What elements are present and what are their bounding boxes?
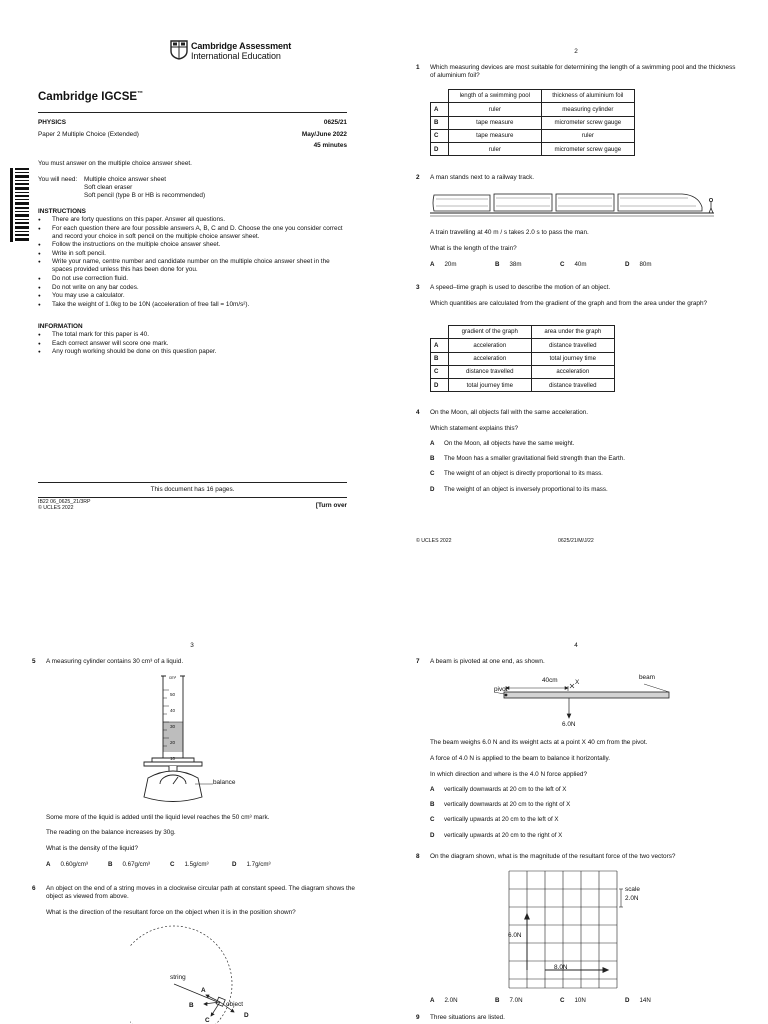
q1-options-table xyxy=(430,89,635,156)
option-key: C xyxy=(430,816,435,824)
question-number: 3 xyxy=(416,284,420,291)
option-value: 2.0N xyxy=(444,997,458,1004)
option-value: 0.60g/cm³ xyxy=(60,861,88,868)
question-number: 1 xyxy=(416,64,420,71)
cylinder-unit: cm³ xyxy=(169,675,176,680)
pages-note: This document has 16 pages. xyxy=(150,486,235,493)
option-key: A xyxy=(431,103,449,116)
need-item: Soft clean eraser xyxy=(84,184,133,191)
table-row xyxy=(431,365,615,378)
option-key: B xyxy=(495,997,500,1004)
question-number: 6 xyxy=(32,885,36,892)
question-text: An object on the end of a string moves in a clockwise circular path at constant speed. The diagram shows the object as viewed from above. xyxy=(46,885,355,900)
question-number: 9 xyxy=(416,1014,420,1021)
you-will-need-label: You will need: xyxy=(38,176,78,183)
scale-value: 2.0N xyxy=(625,895,639,902)
option-a xyxy=(430,786,570,801)
option-key: B xyxy=(431,116,449,129)
option-a xyxy=(430,997,495,1005)
table-header-row xyxy=(431,326,615,339)
option-key: A xyxy=(46,861,51,868)
instructions-heading: INSTRUCTIONS xyxy=(38,208,86,215)
question-text: What is the direction of the resultant force on the object when it is in the position shown? xyxy=(46,909,296,916)
table-cell: measuring cylinder xyxy=(541,103,634,116)
question-text: Three situations are listed. xyxy=(430,1014,505,1021)
option-key: A xyxy=(430,786,435,793)
question-number: 8 xyxy=(416,853,420,860)
logo-line-2: International Education xyxy=(191,51,281,61)
option-key: C xyxy=(560,261,565,268)
table-cell: micrometer screw gauge xyxy=(541,143,634,156)
option-value: 40m xyxy=(574,261,587,268)
barcode xyxy=(10,168,30,242)
table-cell: tape measure xyxy=(449,116,542,129)
option-value: The weight of an object is directly proportional to its mass. xyxy=(444,470,603,478)
information-list xyxy=(38,331,350,357)
page2-footer-copyright: © UCLES 2022 xyxy=(416,538,452,544)
q4-options xyxy=(430,440,625,501)
question-text: Which measuring devices are most suitable for determining the length of a swimming pool and the thickness of aluminium foil? xyxy=(430,64,736,79)
option-b xyxy=(108,861,170,869)
table-cell: distance travelled xyxy=(449,365,532,378)
option-key: A xyxy=(430,997,435,1004)
q5-options xyxy=(46,861,294,869)
option-key: C xyxy=(430,470,435,478)
option-key: D xyxy=(430,485,435,493)
option-value: 7.0N xyxy=(509,997,523,1004)
arrow-label-b: B xyxy=(189,1002,194,1009)
option-key: D xyxy=(625,261,630,268)
arrow-label-d: D xyxy=(244,1012,249,1019)
question-text: A man stands next to a railway track. xyxy=(430,174,535,181)
need-list xyxy=(84,176,205,200)
option-b xyxy=(495,261,560,269)
option-c xyxy=(560,997,625,1005)
question-text: Which statement explains this? xyxy=(430,425,519,432)
question-text: A train travelling at 40 m / s takes 2.0 s to pass the man. xyxy=(430,229,589,236)
option-value: vertically upwards at 20 cm to the right of X xyxy=(444,831,563,839)
table-cell: distance travelled xyxy=(531,339,614,352)
turn-over: [Turn over xyxy=(315,502,347,509)
option-key: B xyxy=(108,861,113,868)
footer-code: IB22 06_0625_21/3RP xyxy=(38,499,91,505)
cylinder-scale xyxy=(170,687,175,767)
option-b xyxy=(430,801,570,816)
option-d xyxy=(232,861,294,869)
option-key: C xyxy=(431,129,449,142)
exam-duration: 45 minutes xyxy=(313,142,347,149)
table-cell: total journey time xyxy=(531,352,614,365)
column-header: thickness of aluminium foil xyxy=(541,90,634,103)
option-key: A xyxy=(430,440,435,447)
option-value: The Moon has a smaller gravitational field strength than the Earth. xyxy=(444,455,625,463)
option-c xyxy=(170,861,232,869)
table-row xyxy=(431,103,635,116)
scale-bar xyxy=(619,889,623,907)
option-key: C xyxy=(170,861,175,868)
instruction-item: ● Do not write on any bar codes. xyxy=(38,284,350,292)
barcode-graphic xyxy=(10,168,30,242)
railway-track xyxy=(430,213,714,216)
question-page-3 xyxy=(0,512,384,1024)
table-cell: acceleration xyxy=(531,365,614,378)
page-number: 3 xyxy=(190,642,194,649)
information-item: ● The total mark for this paper is 40. xyxy=(38,331,350,339)
option-d xyxy=(430,832,570,847)
option-a xyxy=(430,440,625,455)
question-text: The reading on the balance increases by 30g. xyxy=(46,829,176,836)
option-value: 0.67g/cm³ xyxy=(122,861,150,868)
train-graphic xyxy=(433,194,702,211)
paper-title: Paper 2 Multiple Choice (Extended) xyxy=(38,131,139,138)
option-d xyxy=(430,486,625,501)
option-value: The weight of an object is inversely proportional to its mass. xyxy=(444,485,608,493)
table-row xyxy=(431,143,635,156)
x-label: X xyxy=(575,679,580,686)
option-key: A xyxy=(430,261,435,268)
column-header: area under the graph xyxy=(531,326,614,339)
option-b xyxy=(495,997,560,1005)
instruction-item: ● Do not use correction fluid. xyxy=(38,275,350,283)
q3-options-table xyxy=(430,325,615,392)
option-a xyxy=(46,861,108,869)
question-text: The beam weighs 6.0 N and its weight acts at a point X 40 cm from the pivot. xyxy=(430,739,648,746)
scale-label: scale xyxy=(625,886,640,893)
option-a xyxy=(430,261,495,269)
question-number: 5 xyxy=(32,658,36,665)
option-key: D xyxy=(430,831,435,839)
question-page-2 xyxy=(384,0,768,512)
arrow-label-c: C xyxy=(205,1017,210,1024)
option-d xyxy=(625,997,690,1005)
q2-options xyxy=(430,261,690,269)
instructions-list xyxy=(38,216,350,309)
cylinder-tick-label: 50 xyxy=(170,692,176,697)
information-heading: INFORMATION xyxy=(38,323,83,330)
option-key: D xyxy=(431,143,449,156)
instruction-item: ● For each question there are four possible answers A, B, C and D. Choose the one you consider correct and record your choice in soft pencil on the multiple choice answer sheet. xyxy=(38,225,350,241)
cylinder-tick-label: 30 xyxy=(170,724,176,729)
question-text-part: Some more of the liquid is added until the liquid level reaches the 50 cm³ mark. xyxy=(46,814,270,821)
option-value: 20m xyxy=(444,261,457,268)
instruction-item: ● Follow the instructions on the multiple choice answer sheet. xyxy=(38,241,350,249)
option-key: C xyxy=(431,365,449,378)
table-row xyxy=(431,129,635,142)
table-row xyxy=(431,339,615,352)
option-value: 1.7g/cm³ xyxy=(246,861,271,868)
beam-diagram xyxy=(484,672,704,734)
exam-session: May/June 2022 xyxy=(301,131,347,138)
option-c xyxy=(430,816,570,831)
string-line xyxy=(174,984,220,1003)
option-value: vertically downwards at 20 cm to the left of X xyxy=(444,786,567,793)
vector-label-8n: 8.0N xyxy=(554,964,568,971)
option-value: On the Moon, all objects have the same weight. xyxy=(444,440,575,447)
option-key: A xyxy=(431,339,449,352)
question-number: 7 xyxy=(416,658,420,665)
option-key: D xyxy=(431,379,449,392)
beam-leader xyxy=(644,684,669,692)
cover-page xyxy=(0,0,384,512)
weight-label: 6.0N xyxy=(562,721,576,728)
option-value: 14N xyxy=(639,997,651,1004)
brand-title xyxy=(38,90,143,104)
question-number: 4 xyxy=(416,409,420,416)
train-diagram xyxy=(430,185,720,221)
option-key: C xyxy=(560,997,565,1004)
cambridge-crest-icon xyxy=(170,40,188,60)
string-label: string xyxy=(170,974,186,981)
option-key: B xyxy=(495,261,500,268)
page-number: 4 xyxy=(574,642,578,649)
column-header: gradient of the graph xyxy=(449,326,532,339)
option-key: B xyxy=(430,801,435,809)
balance-leader-line xyxy=(195,775,215,785)
question-text: A beam is pivoted at one end, as shown. xyxy=(430,658,545,665)
q8-options xyxy=(430,997,690,1005)
instruction-item: ● Write your name, centre number and candidate number on the multiple choice answer sheet in the spaces provided unless this has been done for you. xyxy=(38,258,350,274)
cylinder-tick-label: 40 xyxy=(170,708,176,713)
option-c xyxy=(430,470,625,485)
x-marker xyxy=(570,684,574,688)
option-value: 10N xyxy=(574,997,586,1004)
answer-sheet-note: You must answer on the multiple choice answer sheet. xyxy=(38,160,192,167)
beam-bar xyxy=(504,692,669,698)
instruction-item: ● You may use a calculator. xyxy=(38,292,350,300)
subject: PHYSICS xyxy=(38,119,67,126)
question-text: A force of 4.0 N is applied to the beam to balance it horizontally. xyxy=(430,755,610,762)
footer-copyright: © UCLES 2022 xyxy=(38,505,74,511)
distance-marker xyxy=(506,686,568,691)
column-header: length of a swimming pool xyxy=(449,90,542,103)
option-b xyxy=(430,455,625,470)
question-text: A measuring cylinder contains 30 cm³ of a liquid. xyxy=(46,658,184,665)
table-cell: distance travelled xyxy=(531,379,614,392)
balance-graphic xyxy=(144,762,202,802)
table-row xyxy=(431,116,635,129)
option-value: vertically downwards at 20 cm to the right of X xyxy=(444,801,571,809)
question-text xyxy=(46,814,269,822)
table-cell: micrometer screw gauge xyxy=(541,116,634,129)
table-header-row xyxy=(431,90,635,103)
question-text: In which direction and where is the 4.0 N force applied? xyxy=(430,771,588,778)
page-number: 2 xyxy=(574,48,578,55)
option-key: D xyxy=(232,861,237,868)
vector-grid-diagram xyxy=(504,868,644,993)
need-item: Multiple choice answer sheet xyxy=(84,176,167,183)
object-label: object xyxy=(226,1001,244,1008)
beam-label: beam xyxy=(639,674,655,681)
need-item: Soft pencil (type B or HB is recommended) xyxy=(84,192,206,199)
option-value: 80m xyxy=(639,261,652,268)
table-cell: ruler xyxy=(541,129,634,142)
option-key: B xyxy=(431,352,449,365)
question-number: 2 xyxy=(416,174,420,181)
pivot-label: pivot xyxy=(494,686,508,693)
syllabus-code: 0625/21 xyxy=(323,119,347,126)
option-d xyxy=(625,261,690,269)
option-value: vertically upwards at 20 cm to the left of X xyxy=(444,816,559,824)
option-value: 38m xyxy=(509,261,522,268)
instruction-item: ● Take the weight of 1.0kg to be 10N (acceleration of free fall = 10m/s²). xyxy=(38,301,350,309)
table-row xyxy=(431,352,615,365)
logo-line-1: Cambridge Assessment xyxy=(191,41,292,51)
cylinder-tick-label: 10 xyxy=(170,756,176,761)
question-text: On the Moon, all objects fall with the same acceleration. xyxy=(430,409,589,416)
information-item: ● Each correct answer will score one mark. xyxy=(38,340,350,348)
option-key: D xyxy=(625,997,630,1004)
trademark: ™ xyxy=(137,91,144,98)
option-c xyxy=(560,261,625,269)
question-text: A speed–time graph is used to describe the motion of an object. xyxy=(430,284,611,291)
weight-arrow xyxy=(567,698,571,718)
table-cell: tape measure xyxy=(449,129,542,142)
question-text: What is the density of the liquid? xyxy=(46,845,139,852)
instruction-item: ● Write in soft pencil. xyxy=(38,250,350,258)
man-figure xyxy=(709,198,713,213)
option-value: 1.5g/cm³ xyxy=(184,861,209,868)
table-row xyxy=(431,379,615,392)
option-key: B xyxy=(430,455,435,463)
q7-options xyxy=(430,786,570,847)
question-text: Which quantities are calculated from the gradient of the graph and from the area under the graph? xyxy=(430,300,708,307)
table-cell: acceleration xyxy=(449,339,532,352)
brand-name: Cambridge IGCSE xyxy=(38,91,138,103)
information-item: ● Any rough working should be done on this question paper. xyxy=(38,348,350,356)
question-page-4 xyxy=(384,512,768,1024)
table-cell: ruler xyxy=(449,103,542,116)
balance-label: balance xyxy=(213,779,236,786)
arrow-label-a: A xyxy=(201,987,206,994)
pivot-point xyxy=(505,694,508,697)
page2-footer-code: 0625/21/M/J/22 xyxy=(558,538,594,544)
table-cell: ruler xyxy=(449,143,542,156)
table-cell: acceleration xyxy=(449,352,532,365)
distance-label: 40cm xyxy=(542,677,558,684)
cylinder-tick-label: 20 xyxy=(170,740,176,745)
vector-label-6n: 6.0N xyxy=(508,932,522,939)
question-text: On the diagram shown, what is the magnitude of the resultant force of the two vectors? xyxy=(430,853,676,860)
question-text: What is the length of the train? xyxy=(430,245,517,252)
instruction-item: ● There are forty questions on this paper. Answer all questions. xyxy=(38,216,350,224)
table-cell: total journey time xyxy=(449,379,532,392)
